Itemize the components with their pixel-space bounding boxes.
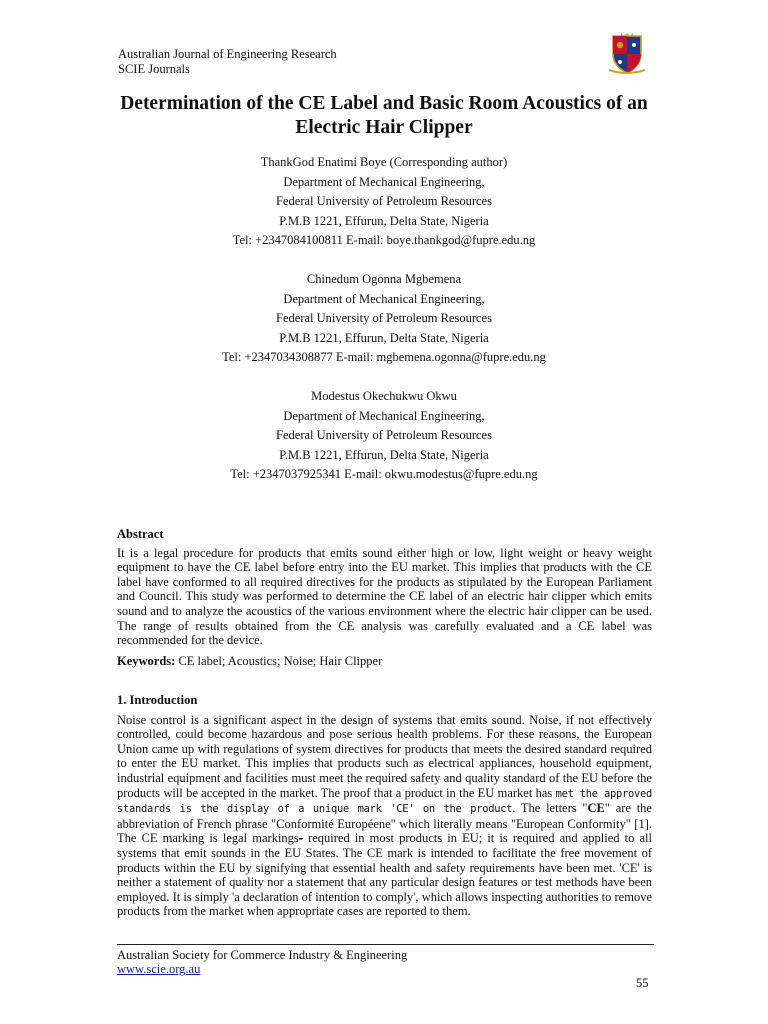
intro-text-mono: met the approved standards is the display of a unique mark 'CE' on the product: [117, 787, 652, 816]
keywords-text: CE label; Acoustics; Noise; Hair Clipper: [175, 654, 383, 668]
publisher-name: SCIE Journals: [118, 62, 190, 76]
author-contact: Tel: +2347034308877 E-mail: mgbemena.ogonna@fupre.edu.ng: [222, 350, 546, 364]
footer: [117, 948, 407, 976]
intro-text-1: Noise control is a significant aspect in the design of systems that emits sound. Noise, if not effectively controlled, could become hazardous and pose serious health problems. For these reasons, the European Union came up with regulations of system directives for products that meets the desired standard required to enter the EU market. This implies that products such as electrical appliances, household equipment, industrial equipment and facilities must meet the required safety and quality standard of the EU before the products will be accepted in the market. The proof that a product in the EU market has: [117, 712, 652, 800]
abstract-text: It is a legal procedure for products that emits sound either high or low, light weight or heavy weight equipment to have the CE label before entry into the EU market. This implies that products with the CE label have conformed to all required directives for the products as stipulated by the European Parliament and Council. This study was performed to determine the CE label of an electric hair clipper which emits sound and to analyze the acoustics of the various environment where the electric hair clipper can be used. The range of results obtained from the CE analysis was carefully evaluated and a CE label was recommended for the device.: [117, 545, 652, 648]
introduction-heading: 1. Introduction: [117, 693, 198, 707]
author-university: Federal University of Petroleum Resources: [276, 194, 492, 208]
introduction-section: [117, 693, 652, 919]
author-block-1: [118, 153, 650, 251]
keywords-line: [117, 654, 652, 669]
intro-text-2: . The letters ": [512, 801, 588, 816]
author-block-3: [118, 387, 650, 485]
journal-name: Australian Journal of Engineering Research: [118, 47, 337, 61]
intro-text-bold: CE: [587, 801, 605, 816]
abstract-section: [117, 527, 652, 648]
crest-shield-icon: [605, 32, 649, 76]
page-number: 55: [636, 976, 649, 990]
introduction-paragraph: [117, 713, 652, 919]
keywords-label: Keywords:: [117, 654, 176, 668]
author-department: Department of Mechanical Engineering,: [283, 174, 485, 189]
author-address: P.M.B 1221, Effurun, Delta State, Nigeria: [279, 213, 489, 228]
author-name: Modestus Okechukwu Okwu: [311, 389, 457, 403]
intro-text-strike: -: [298, 831, 303, 846]
author-name: ThankGod Enatimi Boye (Corresponding author): [260, 155, 508, 169]
author-name: Chinedum Ogonna Mgbemena: [306, 272, 462, 286]
author-department: Department of Mechanical Engineering,: [283, 408, 485, 423]
abstract-heading: Abstract: [117, 527, 164, 541]
running-header: [118, 47, 337, 77]
intro-text-4: required in most products in EU; it is required and applied to all systems that emit sounds in the EU States. The CE mark is intended to facilitate the free movement of products within the EU by signifying that essential health and safety requirements have been met. 'CE' is neither a statement of quality nor a statement that any particular design features or test methods have been employed. It is simply 'a declaration of intention to comply', which allows inspecting authorities to remove products from the market when appropriate cases are reported to them.: [117, 831, 652, 919]
footer-divider: [117, 944, 654, 945]
author-block-2: [118, 270, 650, 368]
intro-text-3: " are the abbreviation of French phrase "Conformité Européene" which literally means "European Conformity" [1]. The CE marking is legal markings: [117, 801, 652, 846]
author-address: P.M.B 1221, Effurun, Delta State, Nigeria: [279, 447, 489, 462]
author-university: Federal University of Petroleum Resources: [276, 428, 492, 442]
footer-society: Australian Society for Commerce Industry & Engineering: [117, 948, 408, 962]
author-contact: Tel: +2347037925341 E-mail: okwu.modestus@fupre.edu.ng: [230, 467, 538, 481]
author-contact: Tel: +2347084100811 E-mail: boye.thankgod@fupre.edu.ng: [232, 233, 536, 247]
author-department: Department of Mechanical Engineering,: [283, 291, 485, 306]
author-address: P.M.B 1221, Effurun, Delta State, Nigeria: [279, 330, 489, 345]
footer-url-link[interactable]: www.scie.org.au: [117, 962, 201, 976]
paper-title: Determination of the CE Label and Basic Room Acoustics of an Electric Hair Clipper: [120, 93, 648, 138]
author-university: Federal University of Petroleum Resources: [276, 311, 492, 325]
